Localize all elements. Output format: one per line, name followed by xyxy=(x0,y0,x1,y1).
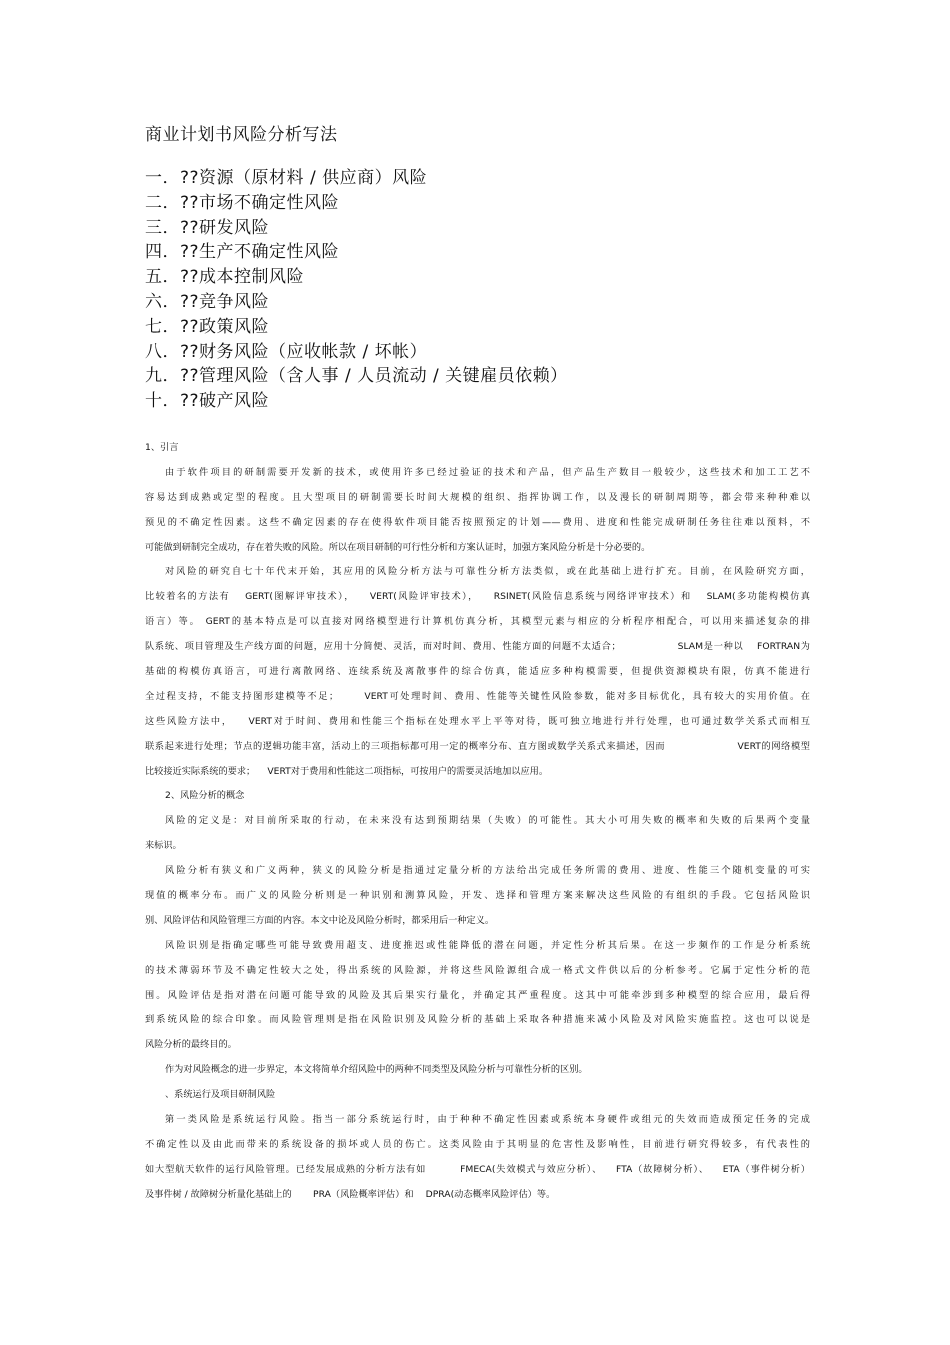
text-line: 联系起来进行处理；节点的逻辑功能丰富，活动上的三项指标都可用一定的概率分布、直方图或数学关系式来描述，因而 VERT的网络模型 xyxy=(145,740,810,752)
text-line: 风险分析有狭义和广义两种，狭义的风险分析是指通过定量分析的方法给出完成任务所需的费用、进度、性能三个随机变量的可实 xyxy=(165,865,810,877)
table-of-contents xyxy=(145,166,568,414)
text-line: 来标识。 xyxy=(145,840,182,852)
text-line: 基础的构模仿真语言，可进行离散网络、连续系统及离散事件的综合仿真，能适应多种构模需要，但提供资源模块有限，仿真不能进行 xyxy=(145,666,810,678)
text-line: 容易达到成熟或定型的程度。且大型项目的研制需要长时间大规模的组织、指挥协调工作，以及漫长的研制周期等，都会带来种种难以 xyxy=(145,491,810,503)
section-heading: 、系统运行及项目研制风险 xyxy=(165,1089,276,1101)
text-line: 围。风险评估是指对潜在问题可能导致的风险及其后果实行量化，并确定其严重程度。这其中可能牵涉到多种模型的综合应用，最后得 xyxy=(145,989,810,1001)
text-line: 预见的不确定性因素。这些不确定因素的存在使得软件项目能否按照预定的计划——费用、进度和性能完成研制任务往往难以预料，不 xyxy=(145,516,810,528)
text-line: 全过程支持，不能支持图形建模等不足； VERT可处理时间、费用、性能等关键性风险参数，能对多目标优化，具有较大的实用价值。在 xyxy=(145,690,810,702)
text-line: 队系统、项目管理及生产线方面的问题，应用十分简便、灵活，而对时间、费用、性能方面的问题不太适合； SLAM是一种以 FORTRAN为 xyxy=(145,641,810,653)
text-line: 风险识别是指确定哪些可能导致费用超支、进度推迟或性能降低的潜在问题，并定性分析其后果。在这一步频作的工作是分析系统 xyxy=(165,939,810,951)
text-line: 到系统风险的综合印象。而风险管理则是指在风险识别及风险分析的基础上采取各种措施来减小风险及对风险实施监控。这也可以说是 xyxy=(145,1014,810,1026)
section-heading: 2、风险分析的概念 xyxy=(165,790,245,802)
text-line: 比较接近实际系统的要求； VERT对于费用和性能这二项指标，可按用户的需要灵活地加以应用。 xyxy=(145,765,549,777)
toc-item: 一．??资源（原材料 / 供应商）风险 xyxy=(145,168,428,188)
text-line: 风险的定义是：对目前所采取的行动，在未来没有达到预期结果（失败）的可能性。其大小可用失败的概率和失败的后果两个变量 xyxy=(165,815,810,827)
text-line: 不确定性以及由此而带来的系统设备的损坏或人员的伤亡。这类风险由于其明显的危害性及影响性，目前进行研究得较多，有代表性的 xyxy=(145,1138,810,1150)
toc-item: 九．??管理风险（含人事 / 人员流动 / 关键雇员依赖） xyxy=(145,366,568,387)
text-line: 及事件树 / 故障树分析量化基础上的 PRA（风险概率评估）和 DPRA(动态概率风险评估）等。 xyxy=(145,1188,556,1200)
text-line: 如大型航天软件的运行风险管理。已经发展成熟的分析方法有如 FMECA(失效模式与效应分析）、 FTA（故障树分析）、 ETA（事件树分析） xyxy=(145,1163,810,1175)
text-line: 这些风险方法中， VERT对于时间、费用和性能三个指标在处理水平上平等对待，既可独立地进行并行处理，也可通过数学关系式而相互 xyxy=(145,715,810,727)
toc-item: 二．??市场不确定性风险 xyxy=(145,192,340,213)
section-heading: 1、引言 xyxy=(145,442,179,453)
text-line: 语言）等。 GERT的基本特点是可以直接对网络模型进行计算机仿真分析，其模型元素与相应的分析程序相配合，可以用来描述复杂的排 xyxy=(145,616,810,628)
page-title: 商业计划书风险分析写法 xyxy=(145,125,338,145)
text-line: 比较着名的方法有 GERT(图解评审技术）， VERT(风险评审技术）， RSINET(风险信息系统与网络评审技术）和 SLAM(多功能构模仿真 xyxy=(145,591,810,603)
text-line: 的技术薄弱环节及不确定性较大之处，得出系统的风险源，并将这些风险源组合成一格式文件供以后的分析参考。它属于定性分析的范 xyxy=(145,964,810,976)
text-line: 可能做到研制完全成功，存在着失败的风险。所以在项目研制的可行性分析和方案认证时，加强方案风险分析是十分必要的。 xyxy=(145,541,651,553)
text-line: 现值的概率分布。而广义的风险分析则是一种识别和测算风险，开发、选择和管理方案来解决这些风险的有组织的手段。它包括风险识 xyxy=(145,890,810,902)
text-line: 别、风险评估和风险管理三方面的内容。本文中论及风险分析时，都采用后一种定义。 xyxy=(145,914,495,926)
text-line: 第一类风险是系统运行风险。指当一部分系统运行时，由于种种不确定性因素或系统本身硬件或组元的失效而造成预定任务的完成 xyxy=(165,1114,810,1126)
toc-item: 五．??成本控制风险 xyxy=(145,267,305,288)
text-line: 由于软件项目的研制需要开发新的技术，或使用许多已经过验证的技术和产品，但产品生产数目一般较少，这些技术和加工工艺不 xyxy=(165,466,810,478)
body-text xyxy=(145,436,810,1208)
text-line: 风险分析的最终目的。 xyxy=(145,1039,237,1051)
toc-item: 六．??竞争风险 xyxy=(145,291,270,312)
toc-item: 四．??生产不确定性风险 xyxy=(145,242,340,263)
toc-item: 十．??破产风险 xyxy=(145,391,270,412)
toc-item: 三．??研发风险 xyxy=(145,217,270,238)
text-line: 对风险的研究自七十年代末开始，其应用的风险分析方法与可靠性分析方法类似，或在此基础上进行扩充。目前，在风险研究方面， xyxy=(165,566,810,578)
toc-item: 八．??财务风险（应收帐款 / 坏帐） xyxy=(145,341,428,362)
text-line: 作为对风险概念的进一步界定，本文将简单介绍风险中的两种不同类型及风险分析与可靠性分析的区别。 xyxy=(165,1064,588,1076)
toc-item: 七．??政策风险 xyxy=(145,316,270,337)
